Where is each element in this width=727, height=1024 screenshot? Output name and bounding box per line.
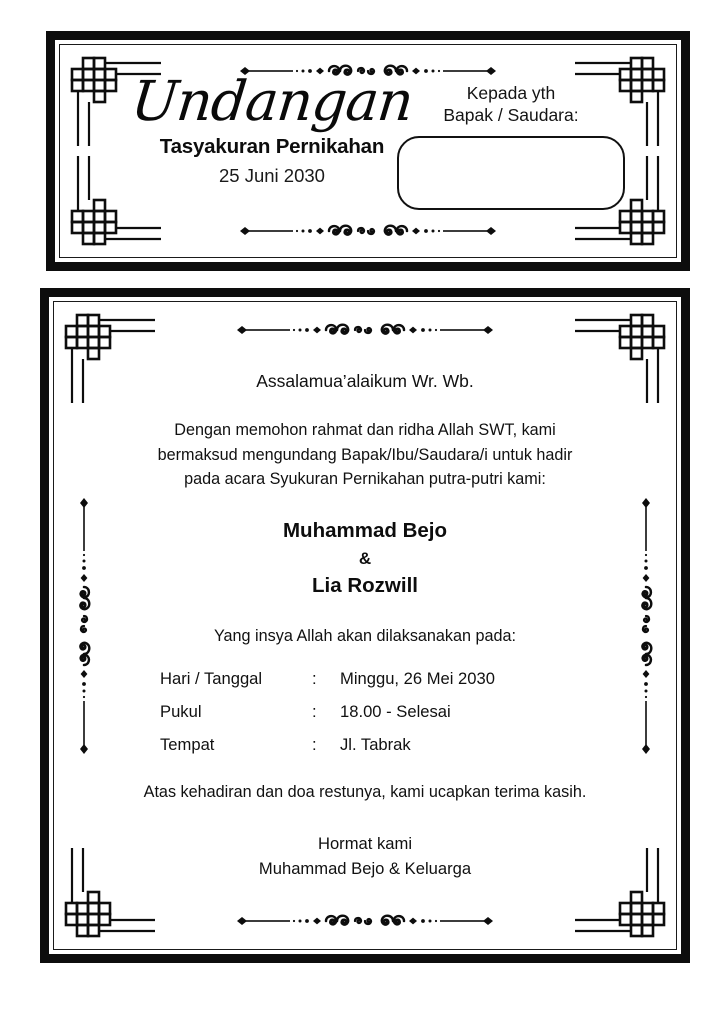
table-row: [160, 728, 495, 761]
swirl-flourish-icon: [231, 317, 499, 343]
swirl-flourish-icon: [234, 218, 502, 244]
swirl-flourish-vertical-icon: [633, 492, 659, 760]
detail-label: Hari / Tanggal: [160, 668, 263, 688]
detail-colon: :: [312, 701, 317, 721]
intro-line: bermaksud mengundang Bapak/Ibu/Saudara/i untuk hadir: [157, 445, 573, 464]
addressee-label-line2: Bapak / Saudara:: [443, 105, 579, 126]
table-row: [160, 695, 495, 728]
intro-text: [127, 418, 603, 492]
regards-line2: Muhammad Bejo & Keluarga: [258, 859, 472, 879]
detail-value: Minggu, 26 Mei 2030: [340, 668, 495, 688]
addressee-block: [397, 82, 625, 210]
schedule-intro-text: Yang insya Allah akan dilaksanakan pada:: [213, 627, 517, 646]
detail-value: Jl. Tabrak: [340, 734, 411, 754]
detail-colon: :: [312, 734, 317, 754]
event-details-table: [160, 662, 495, 761]
detail-label: Pukul: [160, 701, 202, 721]
cover-title-block: [107, 69, 437, 187]
thanks-text: Atas kehadiran dan doa restunya, kami ucapkan terima kasih.: [143, 783, 587, 802]
invitation-content: [127, 371, 603, 882]
name-separator: &: [358, 548, 372, 568]
regards-line1: Hormat kami: [317, 834, 413, 854]
cover-card: [46, 31, 690, 271]
regards-block: [127, 832, 603, 882]
greeting-text: Assalamua’alaikum Wr. Wb.: [256, 371, 474, 391]
invitation-card: [40, 288, 690, 963]
groom-name: Muhammad Bejo: [282, 518, 448, 542]
detail-colon: :: [312, 668, 317, 688]
intro-line: Dengan memohon rahmat dan ridha Allah SWT, kami: [174, 421, 556, 439]
page-title: Undangan: [128, 69, 416, 133]
detail-label: Tempat: [160, 734, 215, 754]
table-row: [160, 662, 495, 695]
intro-line: pada acara Syukuran Pernikahan putra-putri kami:: [184, 470, 546, 489]
couple-names: [127, 516, 603, 601]
swirl-flourish-icon: [231, 908, 499, 934]
addressee-label-line1: Kepada yth: [466, 83, 556, 103]
recipient-name-field[interactable]: [397, 136, 625, 210]
bride-name: Lia Rozwill: [312, 574, 418, 598]
cover-subtitle: Tasyakuran Pernikahan: [159, 135, 385, 158]
cover-date: 25 Juni 2030: [219, 165, 325, 186]
swirl-flourish-vertical-icon: [71, 492, 97, 760]
detail-value: 18.00 - Selesai: [340, 701, 451, 721]
